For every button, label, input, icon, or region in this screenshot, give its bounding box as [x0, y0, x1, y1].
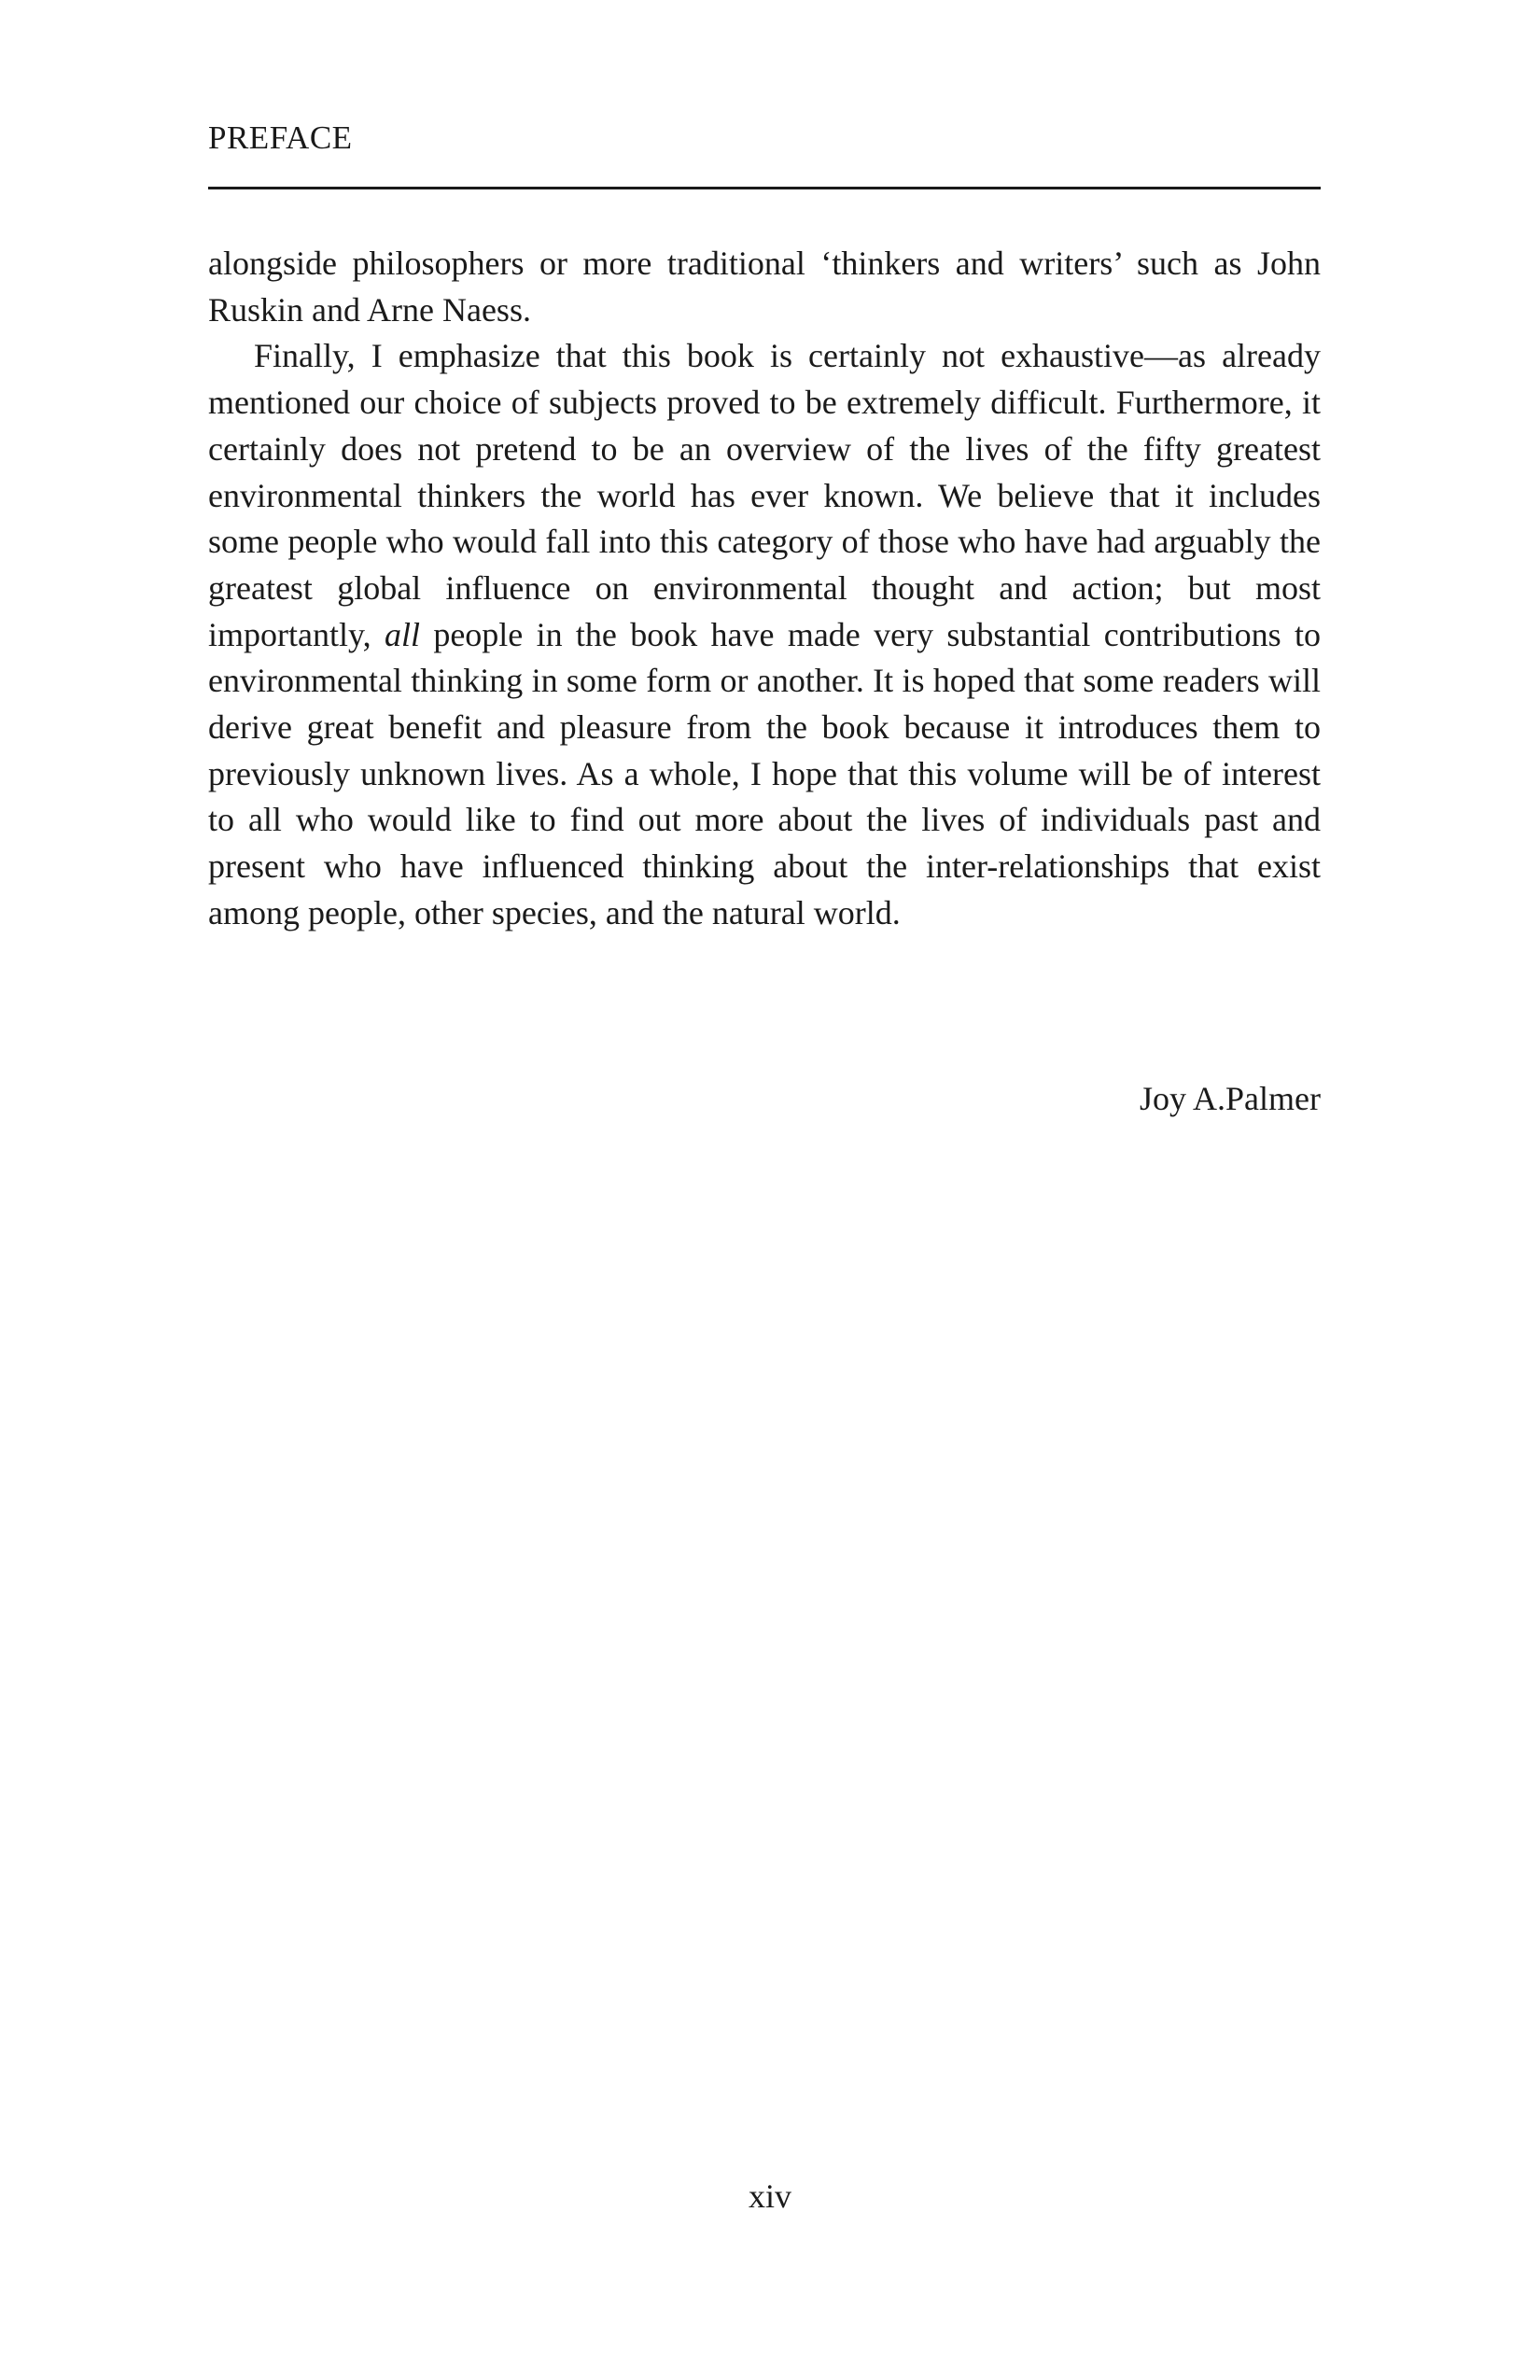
paragraph-2-part-2: people in the book have made very substantial contributions to environmental thinking in some form or another. It is hoped that some readers will derive great benefit and pleasure from the book because it introduces them to previously unknown lives. As a whole, I hope that this volume will be of interest to all who would like to find out more about the lives of individuals past and present who have influenced thinking about the inter-relationships that exist among people, other species, and the natural world. [208, 615, 1322, 931]
header-rule [208, 187, 1321, 189]
running-head: PREFACE [208, 119, 353, 156]
author-signature: Joy A.Palmer [1140, 1080, 1321, 1117]
paragraph-2-part-1: Finally, I emphasize that this book is certainly not exhaustive—as already mentioned our choice of subjects proved to be extremely difficult. Furthermore, it certainly does not pretend to be an overview of the lives of the fifty greatest environmental thinkers the world has ever known. We believe that it includes some people who would fall into this category of those who have had arguably the greatest global influence on environmental thought and action; but most importantly, [208, 337, 1321, 653]
body-text [208, 241, 1321, 937]
page-number: xiv [748, 2177, 791, 2215]
paragraph-1: alongside philosophers or more traditional ‘thinkers and writers’ such as John Ruskin and Arne Naess. [208, 245, 1321, 329]
paragraph-2-emphasis: all [384, 615, 420, 653]
paragraph-2 [208, 333, 1321, 936]
